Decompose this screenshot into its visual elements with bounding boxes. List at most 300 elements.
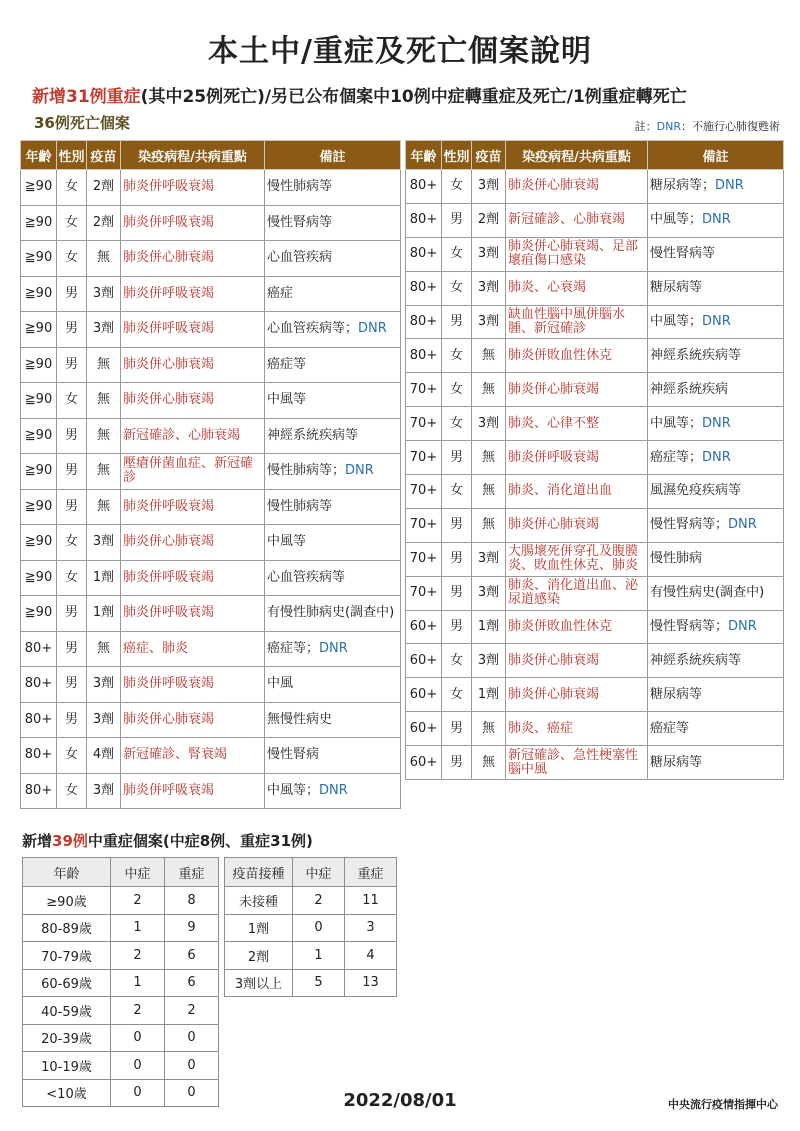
- age-group-cell: 40-59歲: [23, 997, 111, 1025]
- remark-text: 癌症等；: [267, 640, 320, 656]
- table-row: [225, 887, 397, 915]
- remark-text: 癌症等: [267, 356, 307, 372]
- sex-cell: 女: [442, 271, 472, 305]
- remark-cell: [265, 702, 401, 738]
- table-row: [406, 475, 784, 509]
- table-row: [21, 525, 401, 561]
- vaccine-cell: 3劑: [472, 542, 506, 576]
- organization-name: 中央流行疫情指揮中心: [668, 1098, 778, 1111]
- sex-cell: 女: [442, 475, 472, 509]
- vaccine-cell: 無: [472, 508, 506, 542]
- age-cell: ≧90: [21, 241, 57, 277]
- remark-text: 中風等；: [650, 415, 703, 431]
- severe-count: 3: [345, 914, 397, 942]
- remark-text: 糖尿病等: [650, 754, 703, 770]
- sex-cell: 女: [442, 678, 472, 712]
- summary-detail: (其中25例死亡)/另已公布個案中10例中症轉重症及死亡/1例重症轉死亡: [140, 87, 687, 107]
- table-row: [21, 205, 401, 241]
- course-cell: 肺炎併呼吸衰竭: [121, 489, 265, 525]
- vaccine-cell: 1劑: [472, 610, 506, 644]
- moderate-count: 2: [111, 997, 165, 1025]
- course-cell: 肺炎併心肺衰竭: [121, 525, 265, 561]
- dnr-tag: DNR: [728, 619, 757, 635]
- table-row: [21, 276, 401, 312]
- dnr-note: [635, 118, 780, 134]
- col-remark: 備註: [265, 141, 401, 170]
- moderate-count: 2: [111, 942, 165, 970]
- sex-cell: 女: [442, 373, 472, 407]
- vaccine-cell: 無: [87, 489, 121, 525]
- sex-cell: 男: [57, 631, 87, 667]
- table-row: [406, 644, 784, 678]
- vaccination-cell: 2劑: [225, 942, 293, 970]
- death-cases-table-left: [20, 140, 401, 809]
- course-cell: 肺炎併心肺衰竭、足部壞疽傷口感染: [506, 237, 648, 271]
- col-age: 年齡: [406, 141, 442, 170]
- course-cell: 壓瘡併菌血症、新冠確診: [121, 454, 265, 490]
- vaccine-cell: 無: [472, 339, 506, 373]
- course-cell: 肺炎併心肺衰竭: [121, 702, 265, 738]
- remark-text: 糖尿病等: [650, 686, 703, 702]
- age-cell: ≧90: [21, 525, 57, 561]
- severe-count: 13: [345, 969, 397, 997]
- remark-text: 癌症: [267, 285, 294, 301]
- severe-count: 2: [165, 997, 219, 1025]
- age-cell: ≧90: [21, 560, 57, 596]
- table-row: [225, 942, 397, 970]
- table-row: [21, 560, 401, 596]
- course-cell: 新冠確診、心肺衰竭: [121, 418, 265, 454]
- course-cell: 肺炎併敗血性休克: [506, 339, 648, 373]
- age-group-cell: 10-19歲: [23, 1052, 111, 1080]
- age-cell: ≧90: [21, 489, 57, 525]
- vaccine-cell: 3劑: [472, 170, 506, 204]
- severe-count: 0: [165, 1079, 219, 1107]
- sex-cell: 男: [57, 312, 87, 348]
- table-row: [23, 914, 219, 942]
- severe-count: 0: [165, 1024, 219, 1052]
- sex-cell: 女: [442, 644, 472, 678]
- col-vaccine: 疫苗: [472, 141, 506, 170]
- moderate-count: 1: [293, 942, 345, 970]
- dnr-tag: DNR: [358, 321, 387, 337]
- table-row: [406, 678, 784, 712]
- age-cell: 80+: [406, 170, 442, 204]
- table-row: [406, 407, 784, 441]
- course-cell: 肺炎併呼吸衰竭: [121, 773, 265, 809]
- course-cell: 大腸壞死併穿孔及腹膜炎、敗血性休克、肺炎: [506, 542, 648, 576]
- table-row: [21, 489, 401, 525]
- table-row: [406, 576, 784, 610]
- remark-text: 中風等；: [267, 782, 320, 798]
- remark-cell: [265, 525, 401, 561]
- remark-cell: [648, 170, 784, 204]
- course-cell: 缺血性腦中風併腦水腫、新冠確診: [506, 305, 648, 339]
- course-cell: 肺炎併心肺衰竭: [506, 678, 648, 712]
- table-header-row: [23, 858, 219, 887]
- dnr-tag: DNR: [702, 415, 731, 431]
- sex-cell: 男: [57, 596, 87, 632]
- table-row: [225, 914, 397, 942]
- age-cell: 70+: [406, 508, 442, 542]
- remark-text: 神經系統疾病: [650, 381, 729, 397]
- stats-title-suffix: 中重症個案(中症8例、重症31例): [87, 832, 313, 850]
- sex-cell: 男: [442, 746, 472, 780]
- table-row: [21, 383, 401, 419]
- severe-count: 11: [345, 887, 397, 915]
- remark-cell: [265, 454, 401, 490]
- remark-cell: [648, 508, 784, 542]
- age-cell: 70+: [406, 407, 442, 441]
- vaccination-cell: 3劑以上: [225, 969, 293, 997]
- remark-cell: [648, 339, 784, 373]
- vaccine-cell: 1劑: [87, 560, 121, 596]
- table-row: [23, 1024, 219, 1052]
- table-row: [406, 542, 784, 576]
- col-severe: 重症: [345, 858, 397, 887]
- table-row: [406, 237, 784, 271]
- course-cell: 肺炎併心肺衰竭: [121, 347, 265, 383]
- vaccine-cell: 無: [472, 712, 506, 746]
- vaccination-cell: 未接種: [225, 887, 293, 915]
- remark-text: 心血管疾病等: [267, 569, 346, 585]
- remark-cell: [265, 312, 401, 348]
- vaccine-cell: 2劑: [87, 170, 121, 206]
- remark-cell: [265, 276, 401, 312]
- report-date: 2022/08/01: [343, 1090, 457, 1111]
- vaccine-cell: 3劑: [87, 702, 121, 738]
- remark-text: 神經系統疾病等: [650, 347, 742, 363]
- remark-cell: [265, 596, 401, 632]
- sex-cell: 女: [57, 560, 87, 596]
- age-stats-table: [22, 857, 219, 1107]
- course-cell: 新冠確診、心肺衰竭: [506, 203, 648, 237]
- moderate-count: 1: [111, 914, 165, 942]
- remark-text: 心血管疾病等；: [267, 321, 359, 337]
- course-cell: 肺炎、心律不整: [506, 407, 648, 441]
- remark-cell: [648, 203, 784, 237]
- col-remark: 備註: [648, 141, 784, 170]
- sex-cell: 女: [57, 205, 87, 241]
- moderate-count: 0: [293, 914, 345, 942]
- sex-cell: 女: [442, 407, 472, 441]
- remark-text: 慢性腎病等: [267, 214, 333, 230]
- dnr-note-prefix: 註：: [634, 120, 657, 133]
- course-cell: 肺炎併呼吸衰竭: [121, 276, 265, 312]
- table-row: [21, 702, 401, 738]
- table-header-row: [225, 858, 397, 887]
- col-course: 染疫病程/共病重點: [506, 141, 648, 170]
- dnr-tag: DNR: [319, 782, 348, 798]
- summary-line: [32, 82, 792, 107]
- remark-text: 慢性肺病等: [267, 498, 333, 514]
- remark-cell: [648, 746, 784, 780]
- course-cell: 肺炎併心肺衰竭: [506, 644, 648, 678]
- age-group-cell: ≥90歲: [23, 887, 111, 915]
- age-cell: 80+: [406, 271, 442, 305]
- remark-text: 慢性腎病: [267, 747, 320, 763]
- stats-title-count: 39例: [52, 832, 88, 850]
- sex-cell: 男: [57, 347, 87, 383]
- dnr-tag: DNR: [702, 314, 731, 329]
- remark-text: 有慢性肺病史(調查中): [267, 605, 395, 621]
- remark-text: 慢性腎病等: [650, 246, 716, 262]
- age-cell: 60+: [406, 712, 442, 746]
- course-cell: 肺炎併呼吸衰竭: [121, 667, 265, 703]
- table-row: [23, 997, 219, 1025]
- vaccine-cell: 無: [472, 373, 506, 407]
- remark-cell: [648, 542, 784, 576]
- remark-text: 神經系統疾病等: [267, 427, 359, 443]
- sex-cell: 男: [442, 305, 472, 339]
- sex-cell: 女: [57, 738, 87, 774]
- course-cell: 肺炎併呼吸衰竭: [121, 560, 265, 596]
- vaccine-cell: 無: [472, 475, 506, 509]
- course-cell: 肺炎併呼吸衰竭: [121, 596, 265, 632]
- age-cell: 80+: [21, 738, 57, 774]
- remark-cell: [648, 441, 784, 475]
- remark-cell: [265, 170, 401, 206]
- sex-cell: 男: [57, 667, 87, 703]
- table-row: [406, 746, 784, 780]
- sex-cell: 女: [442, 237, 472, 271]
- table-header-row: [21, 141, 401, 170]
- course-cell: 肺炎併心肺衰竭: [506, 373, 648, 407]
- sex-cell: 男: [442, 542, 472, 576]
- vaccine-cell: 2劑: [87, 205, 121, 241]
- age-cell: 60+: [406, 746, 442, 780]
- course-cell: 癌症、肺炎: [121, 631, 265, 667]
- age-cell: 80+: [21, 773, 57, 809]
- remark-cell: [265, 667, 401, 703]
- age-group-cell: 60-69歲: [23, 969, 111, 997]
- vaccine-cell: 無: [87, 383, 121, 419]
- severe-count: 6: [165, 942, 219, 970]
- table-row: [225, 969, 397, 997]
- age-cell: 70+: [406, 542, 442, 576]
- remark-cell: [265, 383, 401, 419]
- vaccine-cell: 3劑: [87, 525, 121, 561]
- table-row: [21, 667, 401, 703]
- moderate-count: 5: [293, 969, 345, 997]
- remark-text: 有慢性病史(調查中): [650, 585, 765, 601]
- col-moderate: 中症: [111, 858, 165, 887]
- moderate-count: 2: [111, 887, 165, 915]
- age-cell: ≧90: [21, 454, 57, 490]
- course-cell: 肺炎併心肺衰竭: [121, 383, 265, 419]
- table-row: [406, 170, 784, 204]
- dnr-tag: DNR: [715, 178, 744, 194]
- remark-cell: [648, 712, 784, 746]
- vaccine-cell: 3劑: [472, 237, 506, 271]
- course-cell: 新冠確診、急性梗塞性腦中風: [506, 746, 648, 780]
- age-cell: 80+: [21, 667, 57, 703]
- age-cell: 80+: [406, 339, 442, 373]
- sex-cell: 男: [57, 702, 87, 738]
- col-sex: 性別: [57, 141, 87, 170]
- remark-text: 風濕免疫疾病等: [650, 483, 742, 499]
- age-cell: 70+: [406, 441, 442, 475]
- sex-cell: 男: [442, 576, 472, 610]
- col-age-group: 年齡: [23, 858, 111, 887]
- table-row: [406, 441, 784, 475]
- table-row: [21, 312, 401, 348]
- remark-text: 中風等: [267, 534, 307, 550]
- age-cell: 80+: [406, 203, 442, 237]
- sex-cell: 男: [442, 610, 472, 644]
- vaccine-stats-table: [224, 857, 397, 997]
- col-moderate: 中症: [293, 858, 345, 887]
- remark-text: 中風: [267, 676, 294, 692]
- remark-text: 糖尿病等: [650, 280, 703, 296]
- vaccine-cell: 無: [87, 347, 121, 383]
- severe-count: 9: [165, 914, 219, 942]
- moderate-count: 2: [293, 887, 345, 915]
- table-row: [406, 339, 784, 373]
- remark-cell: [265, 241, 401, 277]
- table-row: [406, 271, 784, 305]
- vaccine-cell: 1劑: [87, 596, 121, 632]
- severe-count: 8: [165, 887, 219, 915]
- remark-text: 慢性肺病: [650, 551, 703, 567]
- course-cell: 肺炎、消化道出血、泌尿道感染: [506, 576, 648, 610]
- dnr-tag: DNR: [702, 449, 731, 465]
- course-cell: 肺炎併呼吸衰竭: [121, 170, 265, 206]
- sex-cell: 女: [442, 170, 472, 204]
- remark-cell: [265, 489, 401, 525]
- vaccine-cell: 4劑: [87, 738, 121, 774]
- remark-cell: [648, 576, 784, 610]
- remark-cell: [265, 738, 401, 774]
- sex-cell: 女: [57, 170, 87, 206]
- course-cell: 肺炎併心肺衰竭: [506, 170, 648, 204]
- table-row: [21, 170, 401, 206]
- col-severe: 重症: [165, 858, 219, 887]
- vaccine-cell: 3劑: [87, 276, 121, 312]
- remark-cell: [648, 373, 784, 407]
- course-cell: 肺炎併心肺衰竭: [506, 508, 648, 542]
- col-course: 染疫病程/共病重點: [121, 141, 265, 170]
- age-cell: ≧90: [21, 312, 57, 348]
- severe-count: 6: [165, 969, 219, 997]
- sex-cell: 男: [57, 276, 87, 312]
- dnr-tag: DNR: [702, 212, 731, 228]
- age-cell: 60+: [406, 644, 442, 678]
- col-vaccine: 疫苗: [87, 141, 121, 170]
- vaccine-cell: 3劑: [472, 644, 506, 678]
- remark-cell: [648, 271, 784, 305]
- course-cell: 肺炎併呼吸衰竭: [506, 441, 648, 475]
- table-row: [406, 610, 784, 644]
- table-row: [21, 454, 401, 490]
- age-cell: ≧90: [21, 205, 57, 241]
- age-cell: ≧90: [21, 276, 57, 312]
- stats-title-prefix: 新增: [22, 832, 53, 850]
- remark-cell: [648, 407, 784, 441]
- severe-count: 0: [165, 1052, 219, 1080]
- moderate-count: 0: [111, 1079, 165, 1107]
- sex-cell: 女: [57, 525, 87, 561]
- sex-cell: 男: [57, 418, 87, 454]
- stats-title: [22, 830, 313, 851]
- age-cell: 70+: [406, 373, 442, 407]
- age-cell: ≧90: [21, 596, 57, 632]
- course-cell: 肺炎併敗血性休克: [506, 610, 648, 644]
- remark-text: 糖尿病等；: [650, 178, 716, 194]
- remark-text: 慢性肺病等；: [267, 463, 346, 479]
- vaccine-cell: 無: [472, 441, 506, 475]
- remark-text: 神經系統疾病等: [650, 652, 742, 668]
- vaccine-cell: 3劑: [87, 312, 121, 348]
- table-row: [21, 738, 401, 774]
- moderate-count: 0: [111, 1052, 165, 1080]
- moderate-count: 1: [111, 969, 165, 997]
- sex-cell: 男: [442, 441, 472, 475]
- table-row: [21, 418, 401, 454]
- age-cell: 80+: [406, 305, 442, 339]
- vaccine-cell: 2劑: [472, 203, 506, 237]
- vaccine-cell: 無: [87, 241, 121, 277]
- course-cell: 肺炎併呼吸衰竭: [121, 312, 265, 348]
- sex-cell: 女: [442, 339, 472, 373]
- age-cell: 80+: [21, 631, 57, 667]
- table-row: [21, 241, 401, 277]
- table-row: [406, 508, 784, 542]
- remark-cell: [648, 475, 784, 509]
- remark-cell: [265, 205, 401, 241]
- sex-cell: 女: [57, 383, 87, 419]
- severe-count: 4: [345, 942, 397, 970]
- table-row: [21, 631, 401, 667]
- moderate-count: 0: [111, 1024, 165, 1052]
- remark-text: 心血管疾病: [267, 250, 333, 266]
- vaccine-cell: 3劑: [87, 667, 121, 703]
- vaccine-cell: 1劑: [472, 678, 506, 712]
- col-age: 年齡: [21, 141, 57, 170]
- remark-text: 慢性肺病等: [267, 179, 333, 195]
- vaccine-cell: 3劑: [87, 773, 121, 809]
- table-row: [406, 305, 784, 339]
- age-cell: 70+: [406, 576, 442, 610]
- age-cell: ≧90: [21, 347, 57, 383]
- table-row: [23, 1052, 219, 1080]
- course-cell: 肺炎、心衰竭: [506, 271, 648, 305]
- age-cell: 60+: [406, 610, 442, 644]
- table-row: [406, 373, 784, 407]
- vaccine-cell: 無: [472, 746, 506, 780]
- age-group-cell: 70-79歲: [23, 942, 111, 970]
- age-cell: ≧90: [21, 383, 57, 419]
- table-row: [23, 969, 219, 997]
- sex-cell: 男: [442, 508, 472, 542]
- age-cell: 70+: [406, 475, 442, 509]
- dnr-note-term: DNR: [656, 120, 681, 133]
- sex-cell: 男: [442, 712, 472, 746]
- remark-text: 慢性腎病等；: [650, 517, 729, 533]
- vaccination-cell: 1劑: [225, 914, 293, 942]
- age-group-cell: 20-39歲: [23, 1024, 111, 1052]
- sex-cell: 女: [57, 241, 87, 277]
- course-cell: 肺炎、癌症: [506, 712, 648, 746]
- vaccine-cell: 無: [87, 631, 121, 667]
- remark-cell: [648, 678, 784, 712]
- col-vaccination: 疫苗接種: [225, 858, 293, 887]
- age-cell: 80+: [406, 237, 442, 271]
- remark-cell: [265, 631, 401, 667]
- course-cell: 肺炎併呼吸衰竭: [121, 205, 265, 241]
- remark-text: 中風等；: [650, 212, 703, 228]
- age-cell: 60+: [406, 678, 442, 712]
